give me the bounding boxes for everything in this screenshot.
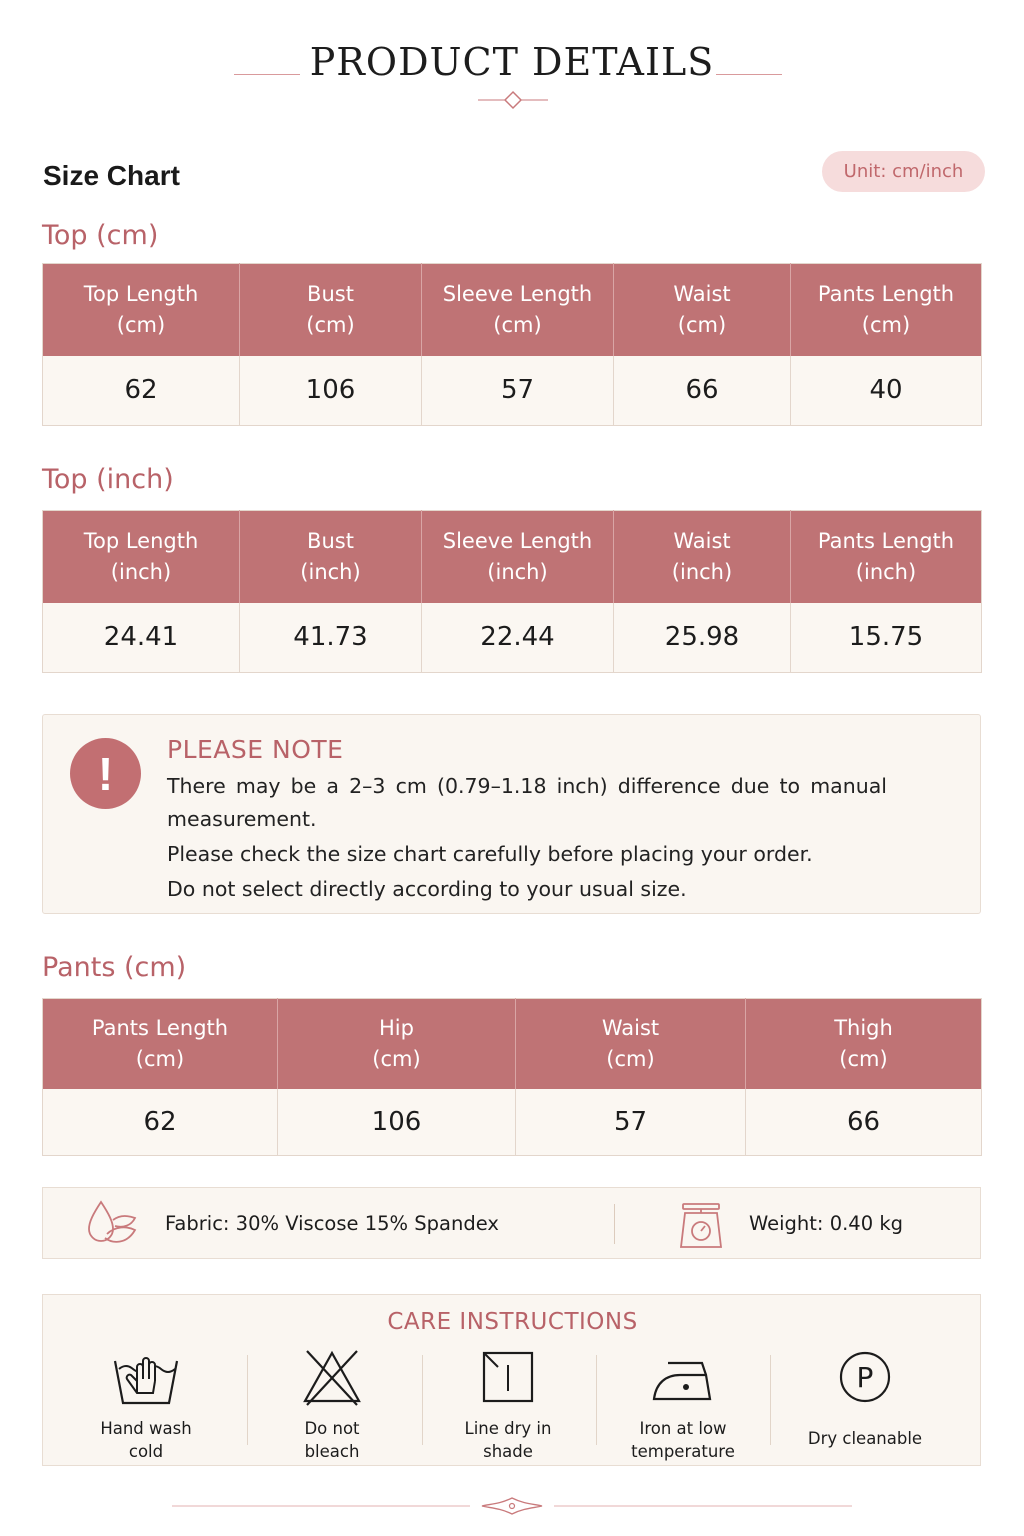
care-label: shade: [483, 1442, 533, 1461]
page-title: PRODUCT DETAILS: [309, 40, 715, 84]
pants-cm-title: Pants (cm): [42, 952, 187, 983]
header-cell: Bust (inch): [240, 511, 422, 603]
header-cell: Bust (cm): [240, 264, 422, 356]
top-cm-title: Top (cm): [42, 220, 159, 251]
dry-clean-icon: [834, 1347, 896, 1409]
table-header-row: [43, 999, 982, 1089]
fabric-weight-box: [42, 1187, 981, 1259]
pants-cm-table: [42, 998, 982, 1156]
info-divider: [614, 1204, 615, 1244]
value-cell: 25.98: [614, 603, 791, 673]
value-cell: 40: [791, 356, 982, 426]
care-label: bleach: [304, 1442, 360, 1461]
top-inch-table: [42, 510, 982, 673]
value-cell: 15.75: [791, 603, 982, 673]
note-line: There may be a 2–3 cm (0.79–1.18 inch) difference due to manual measurement.: [167, 774, 887, 831]
care-label: temperature: [631, 1442, 735, 1461]
care-divider: [770, 1355, 771, 1445]
header-cell: Pants Length (cm): [43, 999, 278, 1089]
care-label: cold: [128, 1442, 164, 1461]
footer-ornament-icon: [0, 1490, 1024, 1520]
header-cell: Sleeve Length (cm): [422, 264, 614, 356]
hand-wash-icon: [111, 1347, 181, 1409]
care-instructions-box: [42, 1294, 981, 1466]
header-cell: Thigh (cm): [746, 999, 982, 1089]
note-line: Please check the size chart carefully before placing your order.: [167, 842, 813, 866]
top-inch-title: Top (inch): [42, 464, 174, 495]
value-cell: 24.41: [43, 603, 240, 673]
table-row: [43, 603, 982, 673]
header-cell: Pants Length (cm): [791, 264, 982, 356]
care-item-line-dry: [448, 1347, 568, 1463]
header-cell: Top Length (inch): [43, 511, 240, 603]
value-cell: 57: [516, 1089, 746, 1156]
leaf-drop-icon: [83, 1198, 139, 1250]
unit-badge: Unit: cm/inch: [822, 151, 985, 192]
header-cell: Top Length (cm): [43, 264, 240, 356]
care-divider: [596, 1355, 597, 1445]
header-line-right: [716, 74, 782, 75]
scale-icon: [677, 1200, 725, 1250]
value-cell: 66: [746, 1089, 982, 1156]
care-label: Do not: [304, 1419, 360, 1438]
care-divider: [247, 1355, 248, 1445]
care-label: Iron at low: [639, 1419, 727, 1438]
care-label: Dry cleanable: [807, 1429, 923, 1448]
table-header-row: [43, 511, 982, 603]
value-cell: 106: [278, 1089, 516, 1156]
care-divider: [422, 1355, 423, 1445]
page-header: [0, 32, 1024, 112]
care-item-dry-clean: [804, 1347, 926, 1450]
header-cell: Sleeve Length (inch): [422, 511, 614, 603]
size-chart-title: Size Chart: [43, 160, 180, 191]
note-title: PLEASE NOTE: [167, 735, 344, 764]
table-row: [43, 1089, 982, 1156]
table-header-row: [43, 264, 982, 356]
iron-low-icon: [648, 1347, 718, 1409]
value-cell: 66: [614, 356, 791, 426]
care-label: Line dry in: [464, 1419, 552, 1438]
header-cell: Pants Length (inch): [791, 511, 982, 603]
diamond-ornament-icon: [478, 88, 548, 112]
care-title: CARE INSTRUCTIONS: [387, 1309, 638, 1335]
value-cell: 22.44: [422, 603, 614, 673]
header-cell: Waist (cm): [614, 264, 791, 356]
line-dry-shade-icon: [480, 1347, 536, 1409]
fabric-text: Fabric: 30% Viscose 15% Spandex: [165, 1212, 499, 1235]
care-label: Hand wash: [100, 1419, 192, 1438]
value-cell: 106: [240, 356, 422, 426]
value-cell: 62: [43, 356, 240, 426]
no-bleach-icon: [301, 1347, 363, 1409]
note-body: [167, 770, 887, 906]
care-item-no-bleach: [272, 1347, 392, 1463]
header-cell: Hip (cm): [278, 999, 516, 1089]
weight-text: Weight: 0.40 kg: [749, 1212, 903, 1235]
header-cell: Waist (inch): [614, 511, 791, 603]
exclamation-icon: !: [70, 738, 141, 809]
value-cell: 62: [43, 1089, 278, 1156]
value-cell: 41.73: [240, 603, 422, 673]
top-cm-table: [42, 263, 982, 426]
table-row: [43, 356, 982, 426]
value-cell: 57: [422, 356, 614, 426]
note-line: Do not select directly according to your usual size.: [167, 877, 687, 901]
please-note-box: [42, 714, 981, 914]
care-item-hand-wash: [86, 1347, 206, 1463]
dry-clean-letter: P: [856, 1361, 874, 1394]
care-item-iron-low: [621, 1347, 745, 1463]
header-cell: Waist (cm): [516, 999, 746, 1089]
